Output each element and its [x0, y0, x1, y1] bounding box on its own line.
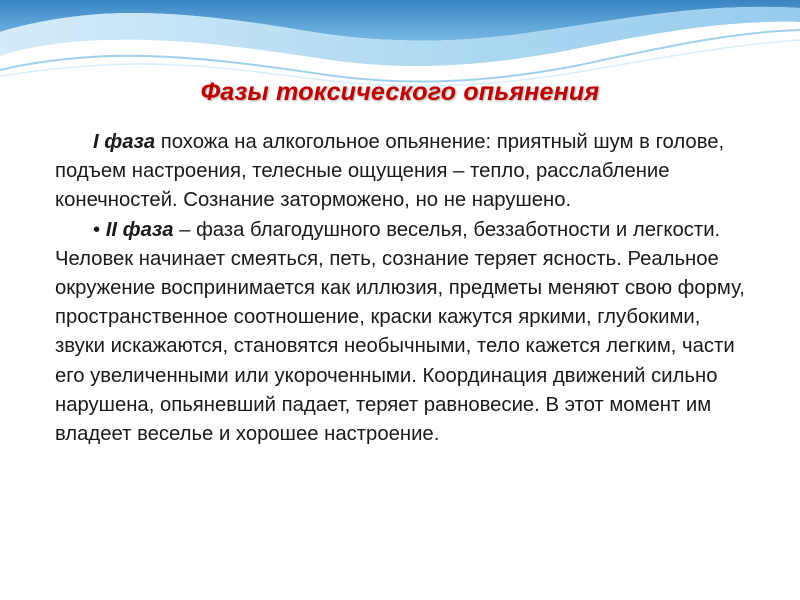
paragraph-phase-2 — [55, 216, 755, 450]
body-text — [55, 128, 755, 449]
bullet-prefix: • — [93, 218, 106, 241]
paragraph-text: похожа на алкогольное опьянение: приятный шум в голове, подъем настроения, телесные ощущения – тепло, расслабление конечностей. Сознание заторможено, но не нарушено. — [55, 131, 725, 212]
phase-label: II фаза — [105, 218, 174, 241]
paragraph-text: – фаза благодушного веселья, беззаботности и легкости. Человек начинает смеяться, петь, сознание теряет ясность. Реальное окружение воспринимается как иллюзия, предметы меняют свою форму, пространственное соотношение, краски кажутся яркими, глубокими, звуки искажаются, становятся необычными, тело кажется легким, части его увеличенными или укороченными. Координация движений сильно нарушена, опьяневший падает, теряет равновесие. В этот момент им владеет веселье и хорошее настроение. — [55, 218, 745, 446]
phase-label: I фаза — [93, 131, 156, 153]
paragraph-phase-1 — [55, 128, 755, 216]
slide-title: Фазы токсического опьянения — [200, 78, 600, 106]
